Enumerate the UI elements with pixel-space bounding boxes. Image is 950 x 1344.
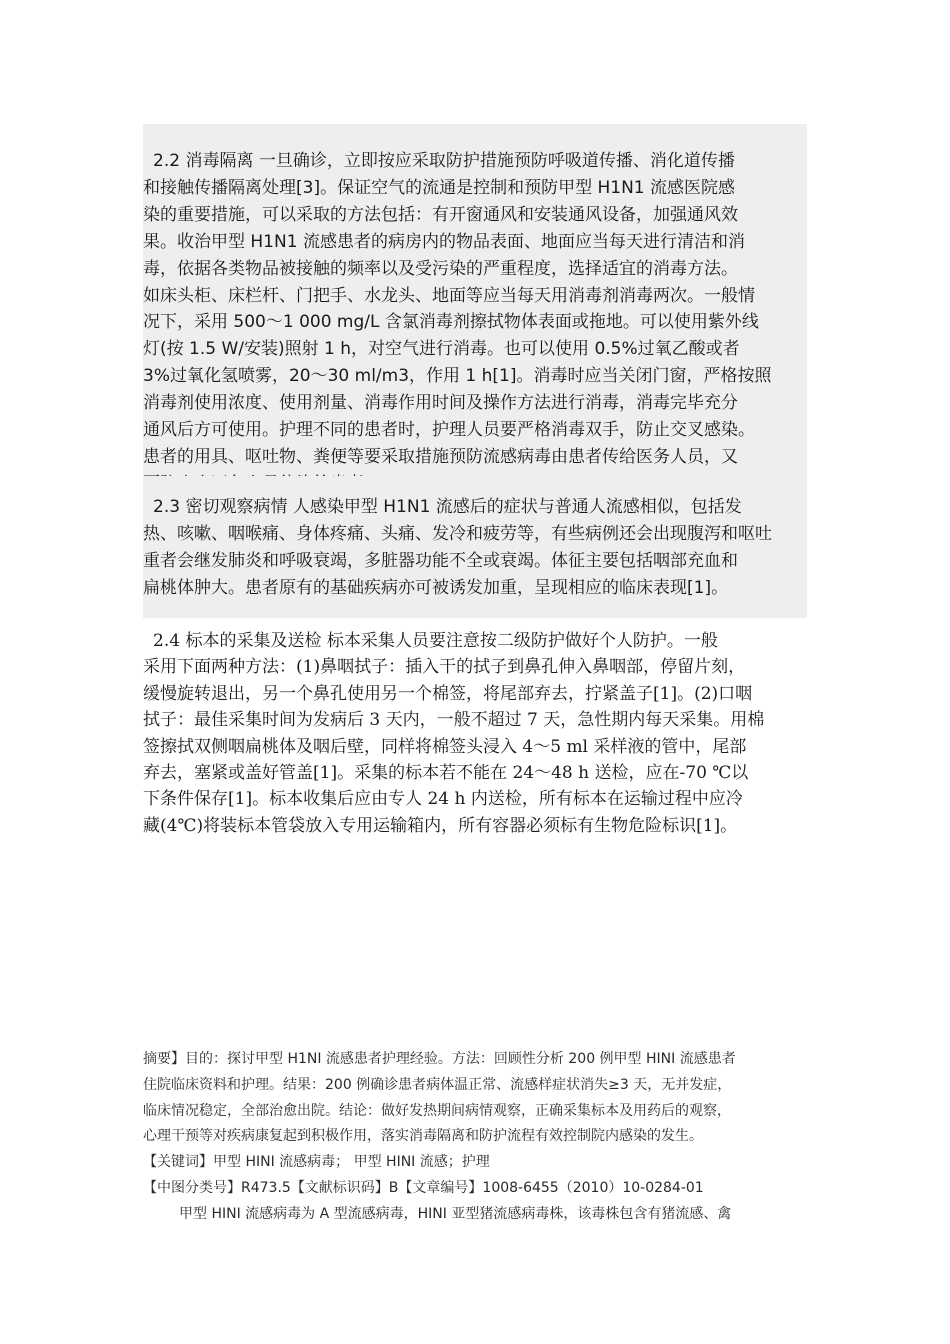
text-line: 和接触传播隔离处理[3]。保证空气的流通是控制和预防甲型 H1N1 流感医院感 xyxy=(143,177,736,198)
text-line: 2.3 密切观察病情 人感染甲型 H1N1 流感后的症状与普通人流感相似，包括发 xyxy=(153,497,742,517)
text-line: 2.2 消毒隔离 一旦确诊，立即按应采取防护措施预防呼吸道传播、消化道传播 xyxy=(153,151,735,171)
abstract-line: 住院临床资料和护理。结果：200 例确诊患者病体温正常、流感样症状消失≥3 天，无并发症， xyxy=(143,1076,732,1093)
text-line: 毒，依据各类物品被接触的频率以及受污染的严重程度，选择适宜的消毒方法。 xyxy=(143,258,738,279)
body-intro-line: 甲型 HINI 流感病毒为 A 型流感病毒，HINI 亚型猪流感病毒株，该毒株包含有猪流感、禽 xyxy=(179,1205,732,1222)
text-line: 通风后方可使用。护理不同的患者时，护理人员要严格消毒双手，防止交叉感染。 xyxy=(143,420,755,441)
text-line: 如床头柜、床栏杆、门把手、水龙头、地面等应当每天用消毒剂消毒两次。一般情 xyxy=(143,285,755,306)
abstract-line: 临床情况稳定，全部治愈出院。结论：做好发热期间病情观察，正确采集标本及用药后的观察， xyxy=(143,1102,731,1119)
text-line: 热、咳嗽、咽喉痛、身体疼痛、头痛、发冷和疲劳等，有些病例还会出现腹泻和呕吐 xyxy=(143,523,772,544)
abstract-block xyxy=(143,1047,807,1228)
section-2-3-observe-condition xyxy=(143,476,807,618)
text-line: 3%过氧化氢喷雾，20～30 ml/m3，作用 1 h[1]。消毒时应当关闭门窗，严格按照 xyxy=(143,366,772,387)
classification-line: 【中图分类号】R473.5【文献标识码】B【文章编号】1008-6455（2010）10-0284-01 xyxy=(143,1179,704,1196)
text-line: 染的重要措施，可以采取的方法包括：有开窗通风和安装通风设备，加强通风效 xyxy=(143,204,738,225)
text-line: 藏(4℃)将装标本管袋放入专用运输箱内，所有容器必须标有生物危险标识[1]。 xyxy=(143,815,738,836)
text-line: 下条件保存[1]。标本收集后应由专人 24 h 内送检，所有标本在运输过程中应冷 xyxy=(143,789,743,810)
keywords-line: 【关键词】甲型 HINI 流感病毒； 甲型 HINI 流感；护理 xyxy=(143,1154,490,1171)
text-line: 采用下面两种方法：(1)鼻咽拭子：插入干的拭子到鼻孔伸入鼻咽部，停留片刻， xyxy=(143,657,746,678)
abstract-line: 心理干预等对疾病康复起到积极作用，落实消毒隔离和防护流程有效控制院内感染的发生。 xyxy=(143,1128,703,1145)
abstract-line: 摘要】目的：探讨甲型 H1NI 流感患者护理经验。方法：回顾性分析 200 例甲型 HINI 流感患者 xyxy=(143,1051,736,1067)
section-2-2-disinfection-isolation xyxy=(143,124,807,476)
text-line: 2.4 标本的采集及送检 标本采集人员要注意按二级防护做好个人防护。一般 xyxy=(153,631,718,651)
text-line: 缓慢旋转退出，另一个鼻孔使用另一个棉签，将尾部弃去，拧紧盖子[1]。(2)口咽 xyxy=(143,683,753,704)
section-2-4-specimen-collection xyxy=(143,618,807,839)
text-line: 况下，采用 500～1 000 mg/L 含氯消毒剂擦拭物体表面或拖地。可以使用紫外线 xyxy=(143,312,759,333)
text-line: 灯(按 1.5 W/安装)照射 1 h，对空气进行消毒。也可以使用 0.5%过氧乙酸或者 xyxy=(143,339,740,360)
text-line: 重者会继发肺炎和呼吸衰竭，多脏器功能不全或衰竭。体征主要包括咽部充血和 xyxy=(143,550,738,571)
text-line: 患者的用具、呕吐物、粪便等要采取措施预防流感病毒由患者传给医务人员，又 xyxy=(143,446,738,467)
text-line: 消毒剂使用浓度、使用剂量、消毒作用时间及操作方法进行消毒，消毒完毕充分 xyxy=(143,393,738,414)
text-line: 签擦拭双侧咽扁桃体及咽后壁，同样将棉签头浸入 4～5 ml 采样液的管中，尾部 xyxy=(143,736,747,757)
text-line: 果。收治甲型 H1N1 流感患者的病房内的物品表面、地面应当每天进行清洁和消 xyxy=(143,231,745,252)
text-line: 拭子：最佳采集时间为发病后 3 天内，一般不超过 7 天，急性期内每天采集。用棉 xyxy=(143,710,765,731)
text-line: 扁桃体肿大。患者原有的基础疾病亦可被诱发加重，呈现相应的临床表现[1]。 xyxy=(143,577,729,598)
text-line: 弃去，塞紧或盖好管盖[1]。采集的标本若不能在 24～48 h 送检，应在-70 ℃以 xyxy=(143,763,749,784)
